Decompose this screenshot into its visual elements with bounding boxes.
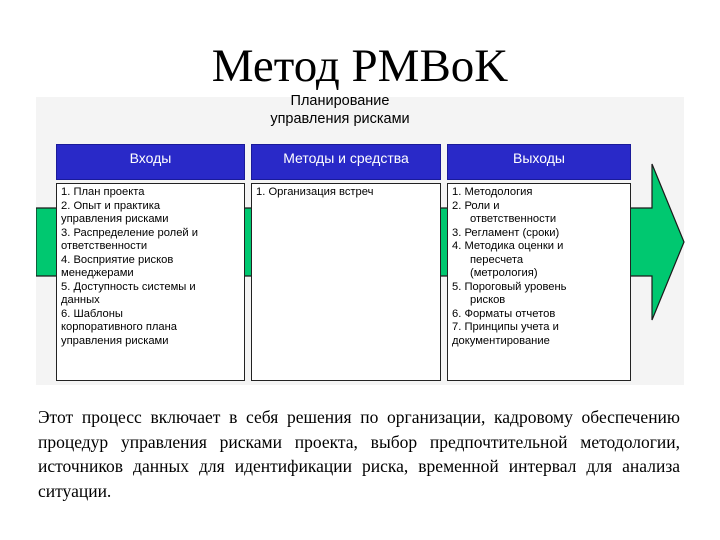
slide-title: Метод PMBoK	[211, 40, 509, 92]
list-item: 7. Принципы учета и	[452, 321, 559, 333]
list-item: 1. План проекта	[61, 186, 145, 198]
list-item: документирование	[452, 334, 550, 347]
body-text: Этот процесс включает в себя решения по организации, кадровому обеспечению процедур управления рисками проекта, выбор предпочтительной методологии, источников данных для идентификации риска, временной интервал для анализа ситуации.	[38, 407, 680, 501]
column-header-methods: Методы и средства	[251, 144, 441, 180]
list-item: 3. Регламент (сроки)	[452, 226, 560, 239]
diagram-title-line-1: Планирование	[290, 93, 390, 109]
list-item: 6. Шаблоны	[61, 307, 123, 320]
list-item: корпоративного плана	[61, 321, 178, 333]
list-item: ответственности	[61, 240, 148, 252]
column-header-outputs: Выходы	[447, 144, 631, 180]
list-item: 4. Методика оценки и	[452, 240, 564, 252]
outputs-list	[452, 186, 626, 348]
list-item: 6. Форматы отчетов	[452, 307, 556, 320]
list-item: ответственности	[470, 213, 557, 225]
methods-box	[251, 183, 441, 381]
list-item: рисков	[470, 294, 506, 306]
inputs-list	[61, 186, 240, 348]
list-item: управления рисками	[61, 334, 169, 347]
column-header-inputs: Входы	[56, 144, 245, 180]
list-item: 5. Пороговый уровень	[452, 280, 567, 293]
diagram-title-line-2: управления рисками	[270, 111, 410, 127]
list-item: 2. Опыт и практика	[61, 199, 161, 212]
list-item: данных	[61, 294, 100, 306]
list-item: 2. Роли и	[452, 199, 500, 212]
list-item: 3. Распределение ролей и	[61, 226, 199, 239]
list-item: пересчета	[470, 253, 524, 266]
list-item: 1. Организация встреч	[256, 186, 374, 198]
methods-list	[256, 186, 436, 200]
list-item: (метрология)	[470, 267, 538, 279]
list-item: управления рисками	[61, 213, 169, 225]
list-item: 4. Восприятие рисков	[61, 253, 174, 266]
diagram-title	[220, 92, 460, 128]
outputs-box	[447, 183, 631, 381]
list-item: менеджерами	[61, 267, 134, 279]
inputs-box	[56, 183, 245, 381]
list-item: 1. Методология	[452, 186, 533, 198]
list-item: 5. Доступность системы и	[61, 280, 196, 293]
